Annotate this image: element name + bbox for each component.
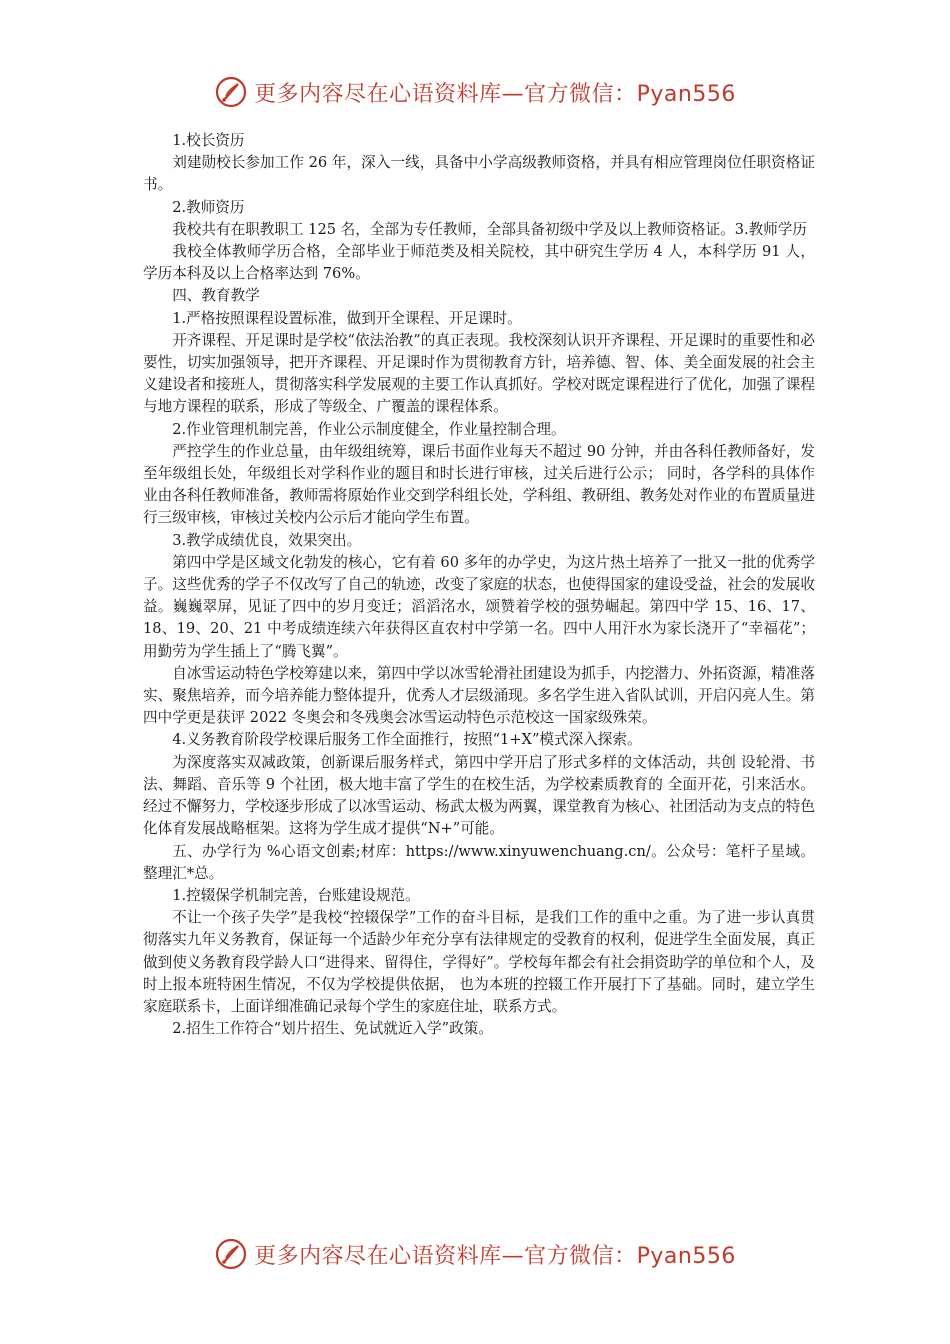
paragraph: 为深度落实双减政策，创新课后服务样式，第四中学开启了形式多样的文体活动，共创 设轮滑、书法、舞蹈、音乐等 9 个社团，极大地丰富了学生的在校生活，为学校素质教育的 全面开花，引来活水。经过不懈努力，学校逐步形成了以冰雪运动、杨武太极为两翼，课堂教育为核心、社团活动为支点的特色化体育发展战略框架。这将为学生成才提供“N+”可能。	[143, 753, 815, 838]
paragraph: 第四中学是区域文化勃发的核心，它有着 60 多年的办学史，为这片热土培养了一批又一批的优秀学子。这些优秀的学子不仅改写了自己的轨迹，改变了家庭的状态，也使得国家的建设受益，社会的发展收益。巍巍翠屏，见证了四中的岁月变迁；滔滔洺水，颂赞着学校的强势崛起。第四中学 15、16、17、18、19、20、21 中考成绩连续六年获得区直农村中学第一名。四中人用汗水为家长浇开了“幸福花”；用勤劳为学生插上了“腾飞翼”。	[143, 553, 815, 660]
paragraph: 1.严格按照课程设置标准，做到开全课程、开足课时。	[172, 309, 522, 327]
paragraph: 我校全体教师学历合格，全部毕业于师范类及相关院校，其中研究生学历 4 人，本科学历 91 人，学历本科及以上合格率达到 76%。	[143, 243, 815, 283]
banner-text: 更多内容尽在心语资料库—官方微信：Pyan556	[254, 1243, 736, 1269]
paragraph: 4.义务教育阶段学校课后服务工作全面推行，按照“1+X”模式深入探索。	[172, 731, 642, 749]
paragraph: 刘建勋校长参加工作 26 年，深入一线，具备中小学高级教师资格，并具有相应管理岗位任职资格证书。	[143, 154, 815, 194]
paragraph: 开齐课程、开足课时是学校“依法治教”的真正表现。我校深刻认识开齐课程、开足课时的重要性和必要性，切实加强领导，把开齐课程、开足课时作为贯彻教育方针，培养德、智、体、美全面发展的社会主义建设者和接班人，贯彻落实科学发展观的主要工作认真抓好。学校对既定课程进行了优化，加强了课程与地方课程的联系，形成了等级全、广覆盖的课程体系。	[143, 331, 815, 416]
footer-banner	[0, 1234, 950, 1274]
banner-text: 更多内容尽在心语资料库—官方微信：Pyan556	[254, 81, 736, 107]
paragraph: 2.教师资历	[172, 198, 245, 216]
quill-logo-icon	[214, 75, 248, 109]
paragraph: 2.招生工作符合“划片招生、免试就近入学”政策。	[172, 1020, 493, 1038]
document-body	[143, 130, 815, 1040]
paragraph: 不让一个孩子失学”是我校“控辍保学”工作的奋斗目标，是我们工作的重中之重。为了进一步认真贯彻落实九年义务教育，保证每一个适龄少年充分享有法律规定的受教育的权利，促进学生全面发展，真正做到使义务教育段学龄人口“进得来、留得住，学得好”。学校每年都会有社会捐资助学的单位和个人，及时上报本班特困生情况，不仅为学校提供依据， 也为本班的控辍工作开展打下了基础。同时，建立学生家庭联系卡，上面详细准确记录每个学生的家庭住址，联系方式。	[143, 909, 815, 1015]
section-heading: 五、办学行为 %心语文创素;材库：https://www.xinyuwenchuang.cn/。公众号：笔杆子星域。整理汇*总。	[143, 842, 815, 882]
paragraph: 2.作业管理机制完善，作业公示制度健全，作业量控制合理。	[172, 420, 566, 438]
quill-logo-icon	[214, 1237, 248, 1271]
paragraph: 1.控辍保学机制完善，台账建设规范。	[172, 886, 420, 904]
header-banner	[0, 72, 950, 112]
paragraph: 3.教学成绩优良，效果突出。	[172, 531, 362, 549]
paragraph: 严控学生的作业总量，由年级组统筹，课后书面作业每天不超过 90 分钟，并由各科任教师备好，发至年级组长处，年级组长对学科作业的题目和时长进行审核，过关后进行公示； 同时，各学科的具体作业由各科任教师准备，教师需将原始作业交到学科组长处，学科组、教研组、教务处对作业的布置质量进行三级审核，审核过关校内公示后才能向学生布置。	[143, 442, 815, 527]
paragraph: 自冰雪运动特色学校筹建以来，第四中学以冰雪轮滑社团建设为抓手，内挖潜力、外拓资源，精准落实、聚焦培养，而今培养能力整体提升，优秀人才层级涌现。多名学生进入省队试训，开启闪亮人生。第四中学更是获评 2022 冬奥会和冬残奥会冰雪运动特色示范校这一国家级殊荣。	[143, 664, 815, 727]
paragraph: 我校共有在职教职工 125 名，全部为专任教师，全部具备初级中学及以上教师资格证。3.教师学历	[172, 220, 807, 238]
section-heading: 四、教育教学	[172, 287, 260, 305]
paragraph: 1.校长资历	[172, 132, 245, 149]
